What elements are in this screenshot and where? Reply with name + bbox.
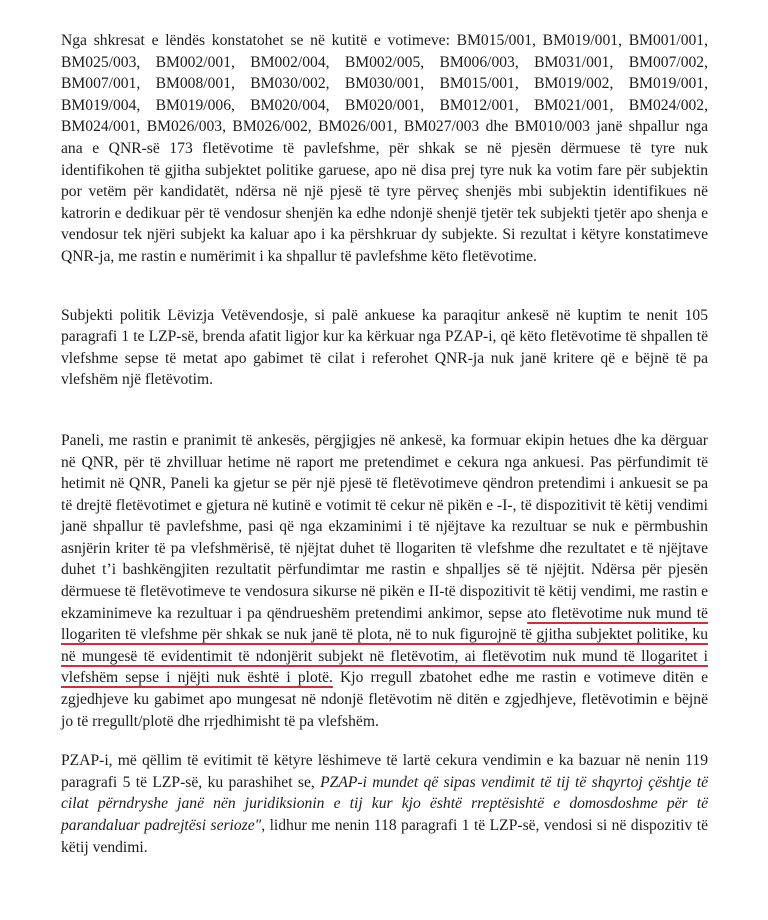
- paragraph-panel-findings: [61, 430, 708, 732]
- underlined-highlight: ato fletëvotime nuk mund të llogariten të vlefshme për shkak se nuk janë të plota, në to nuk figurojnë të gjitha subjektet politike, ku në mungesë të evidentimit të ndonjërit subjekt në fletëvotim, ai fletëvotim nuk mund të llogaritet i vlefshëm sepse i njëjti nuk është i plotë.: [61, 604, 708, 687]
- paragraph-complaint: Subjekti politik Lëvizja Vetëvendosje, si palë ankuese ka paraqitur ankesë në kuptim te nenit 105 paragrafi 1 te LZP-së, brenda afatit ligjor kur ka kërkuar nga PZAP-i, që këto fletëvotime të shpallen të vlefshme sepse të metat apo gabimet të cilat i referohet QNR-ja nuk janë kritere që e bëjnë të pa vlefshëm një fletëvotim.: [61, 306, 708, 389]
- legal-quote: PZAP-i mundet që sipas vendimit të tij të shqyrtoj çështje të cilat përndryshe janë nën juridiksionin e tij kur kjo është rreptësishtë e domosdoshme për të parandaluar padrejtësi serioze": [61, 773, 708, 834]
- panel-findings-text: Paneli, me rastin e pranimit të ankesës, përgjigjes në ankesë, ka formuar ekipin hetues dhe ka dërguar në QNR, për të zhvilluar hetime në raport me pretendimet e cekura nga ankuesi. Pas përfundimit të hetimit në QNR, Paneli ka gjetur se për një pjesë të fletëvotimeve qëndron pretendimi i ankuesit se pa të drejtë fletëvotimet e gjetura në kutinë e votimit të cekur në pikën e -I-, të dispozitivit të këtij vendimi janë shpallur të pavlefshme, pasi që nga ekzaminimi i të njëjtave ka rezultuar se nuk e përmbushin asnjërin kriter të pa vlefshmërisë, të njëjtat duhet të llogariten të vlefshme dhe rezultatet e të njëjtave duhet t’i bashkëngjiten rezultatit përfundimtar me rastin e shpalljes së të njëjtit. Ndërsa për pjesën dërmuese të fletëvotimeve te vendosura sikurse në pikën e II-të dispozitivit të këtij vendimi, me rastin e ekzaminimeve ka rezultuar i pa qëndrueshëm pretendimi ankimor, sepse: [61, 431, 708, 622]
- panel-findings-text-end: Kjo rregull zbatohet edhe me rastin e votimeve ditën e zgjedhjeve ku gabimet apo mungesat në ndonjë fletëvotim në ditën e zgjedhjeve, fletëvotimin e bëjnë jo të rregullt/plotë dhe rrjedhimisht të pa vlefshëm.: [61, 669, 708, 730]
- document-page: [61, 30, 708, 858]
- pzap-decision-text: PZAP-i, më qëllim të evitimit të këtyre lëshimeve të lartë cekura vendimin e ka bazuar në nenin 119 paragrafi 5 të LZP-së, ku parashihet se,: [61, 752, 708, 791]
- paragraph-pzap-decision: [61, 750, 708, 858]
- paragraph-invalid-ballots: Nga shkresat e lëndës konstatohet se në kutitë e votimeve: BM015/001, BM019/001, BM001/001, BM025/003, BM002/001, BM002/004, BM002/005, BM006/003, BM031/001, BM007/002, BM007/001, BM008/001, BM030/002, BM030/001, BM015/001, BM019/002, BM019/001, BM019/004, BM019/006, BM020/004, BM020/001, BM012/001, BM021/001, BM024/002, BM024/001, BM026/003, BM026/002, BM026/001, BM027/003 dhe BM010/003 janë shpallur nga ana e QNR-së 173 fletëvotime të pavlefshme, për shkak se në pjesën dërmuese të tyre nuk identifikohen të gjitha subjektet politike garuese, apo në disa prej tyre nuk ka votim fare për subjektin por vetëm për kandidatët, ndërsa në një pjesë të tyre përveç shenjës mbi subjektin identifikues në katrorin e dedikuar për të vendosur shenjën ka edhe ndonjë shenjë tjetër tek subjekti tjetër apo shenja e vendosur tek njëri subjekt ka kaluar apo i ka përshkruar dy subjekte. Si rezultat i këtyre konstatimeve QNR-ja, me rastin e numërimit i ka shpallur të pavlefshme këto fletëvotime.: [61, 32, 708, 265]
- pzap-decision-text-end: , lidhur me nenin 118 paragrafi 1 të LZP-së, vendosi si në dispozitiv të këtij vendimi.: [61, 817, 708, 856]
